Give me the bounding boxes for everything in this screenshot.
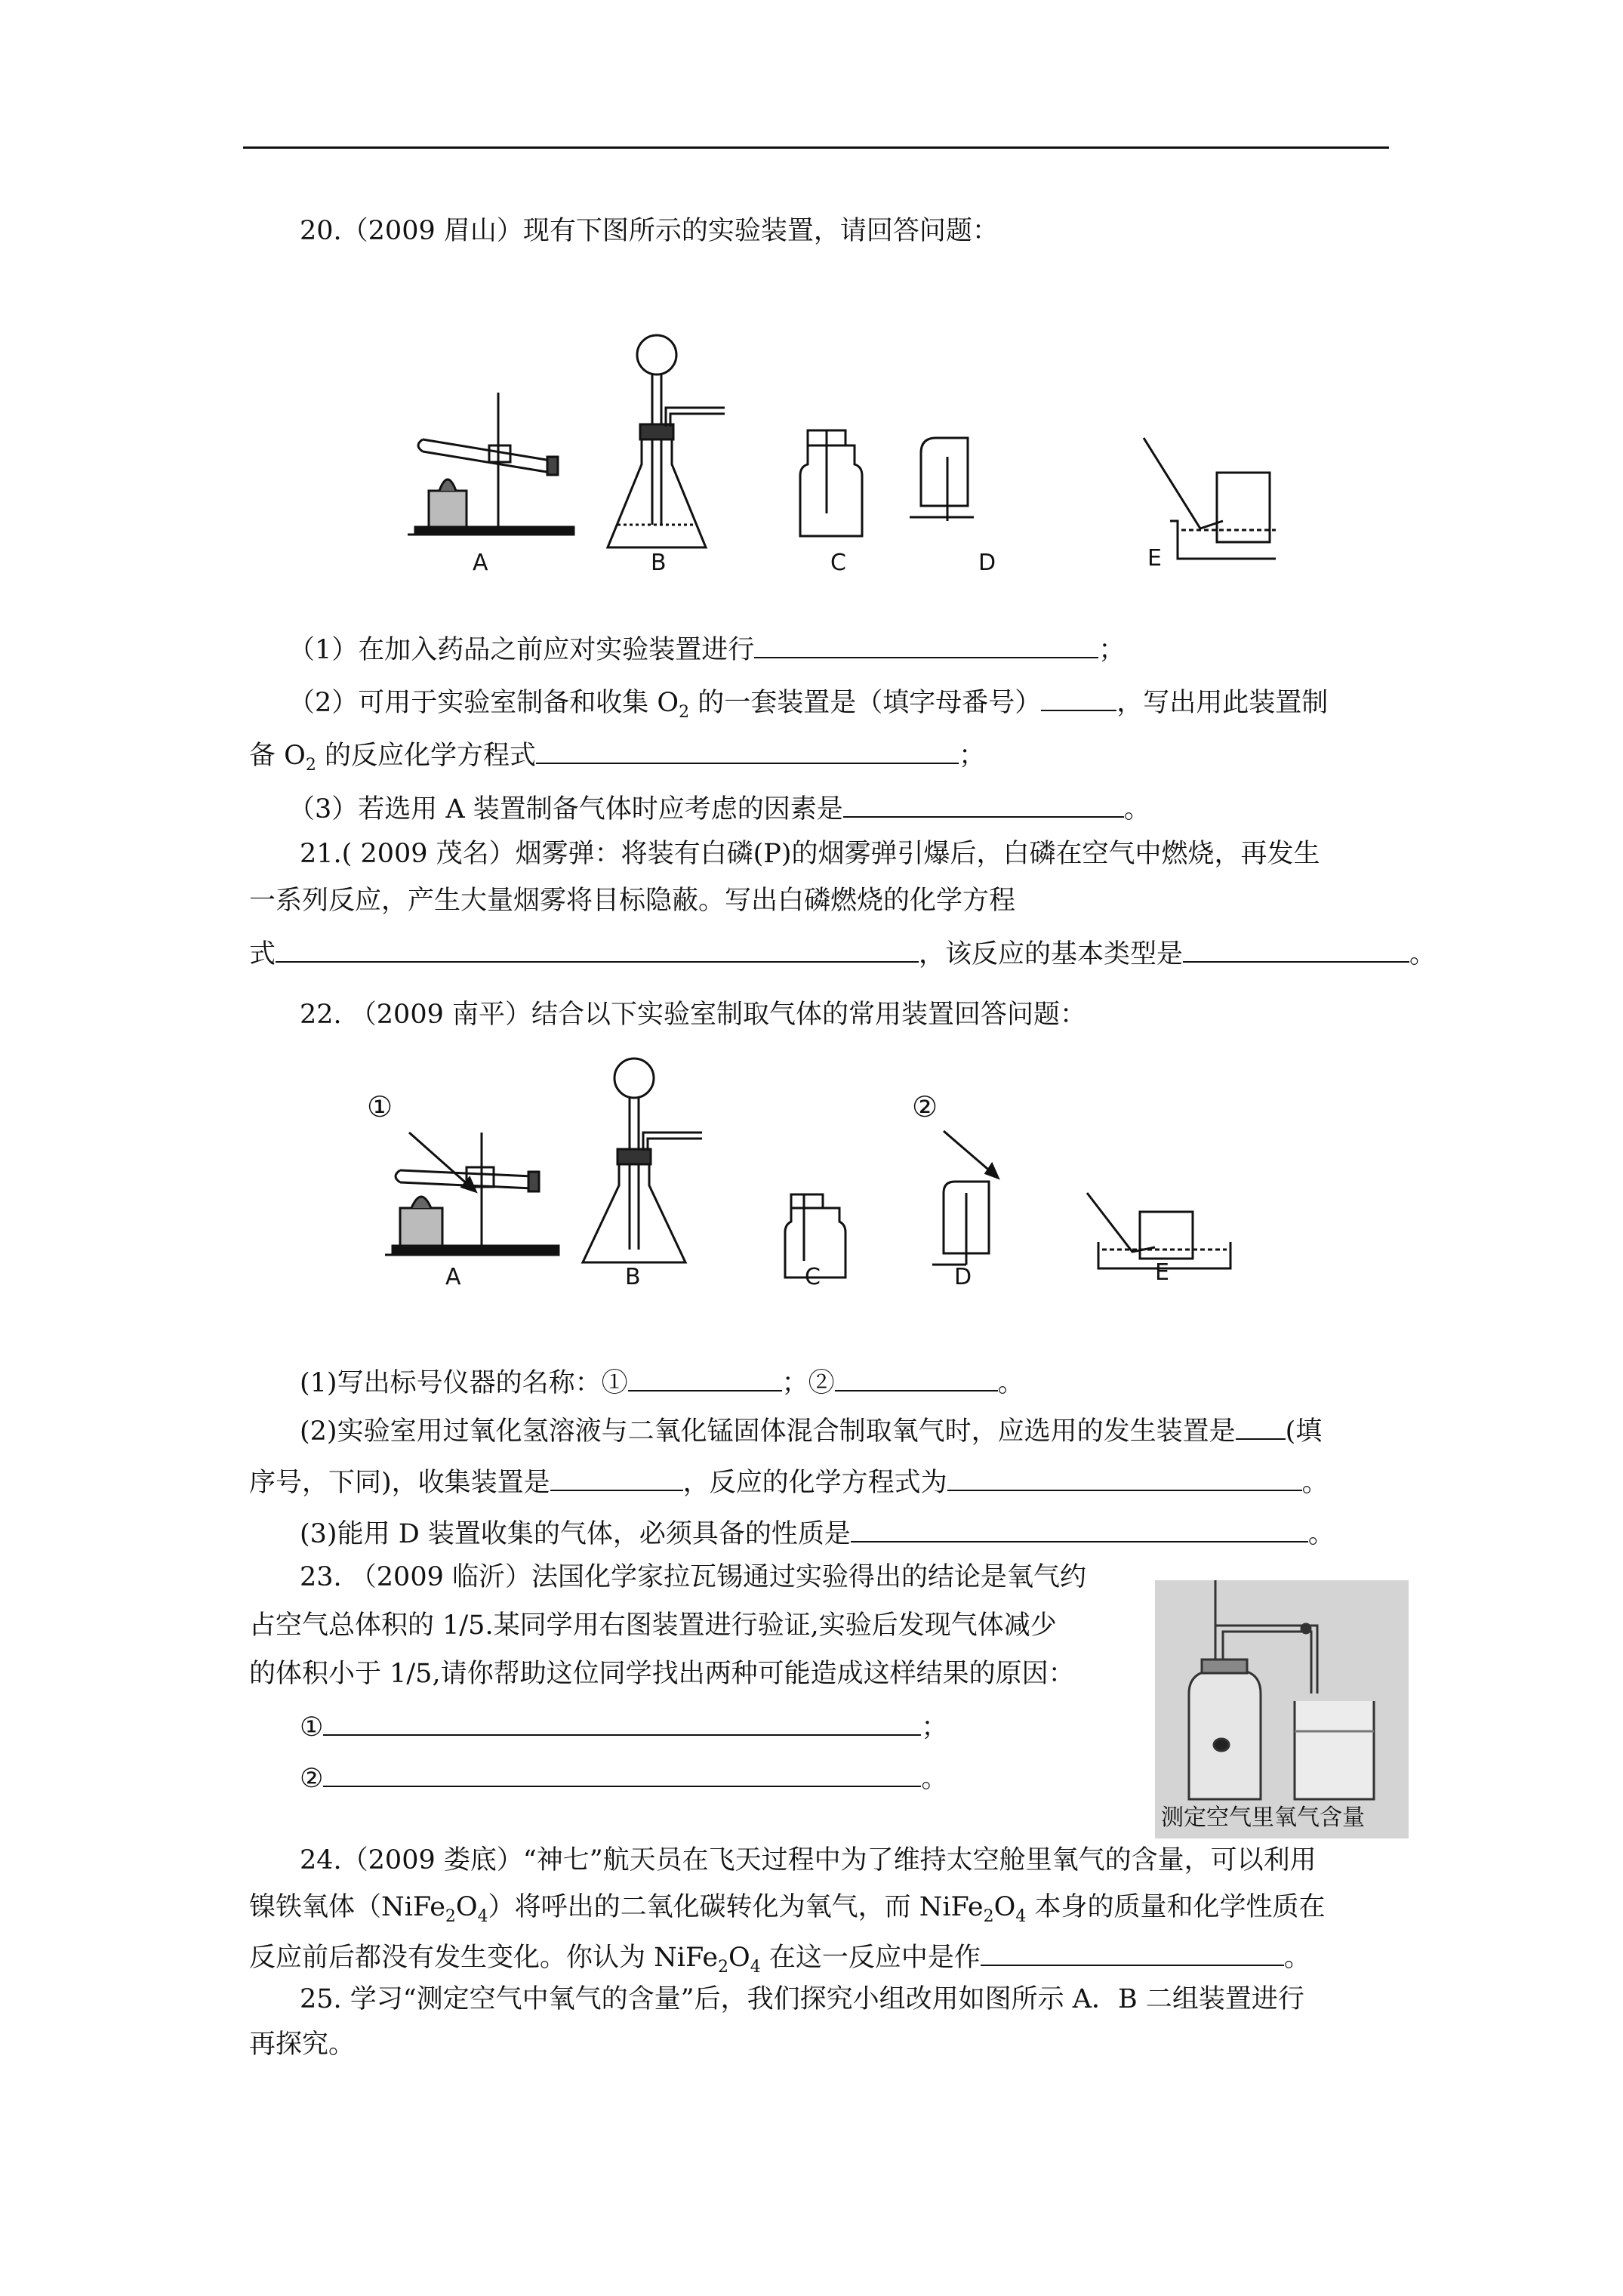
q22-part2-blank2[interactable] bbox=[550, 1461, 683, 1491]
q23-line2: 占空气总体积的 1/5.某同学用右图装置进行验证,实验后发现气体减少 bbox=[249, 1610, 1057, 1641]
q23-answer1-blank[interactable] bbox=[323, 1706, 921, 1736]
q22-part2-blank1[interactable] bbox=[1236, 1410, 1286, 1440]
q22-part3-text: (3)能用 D 装置收集的气体，必须具备的性质是 bbox=[300, 1519, 851, 1549]
q22-part2-end: 。 bbox=[1301, 1468, 1329, 1498]
q20-part2-text-c: ，写出用此装置制 bbox=[1116, 688, 1329, 718]
q23-answer1-marker: ① bbox=[300, 1712, 324, 1743]
q25-line1: 25. 学习“测定空气中氧气的含量”后，我们探究小组改用如图所示 A．B 二组装置进行 bbox=[300, 1984, 1304, 2014]
q22-label-a: A bbox=[445, 1264, 461, 1290]
q20-part3-text: （3）若选用 A 装置制备气体时应考虑的因素是 bbox=[288, 794, 843, 824]
subscript: 2 bbox=[445, 1907, 456, 1926]
subscript: 4 bbox=[477, 1907, 488, 1926]
q23-photo-caption: 测定空气里氧气含量 bbox=[1161, 1804, 1365, 1831]
q23-answer1 bbox=[300, 1706, 947, 1746]
q20-part2-end: ； bbox=[958, 741, 985, 771]
q20-label-c: C bbox=[830, 550, 846, 576]
q24-text-a: 镍铁氧体（NiFe bbox=[249, 1892, 445, 1922]
subscript: 2 bbox=[305, 756, 316, 775]
q20-title: 20.（2009 眉山）现有下图所示的实验装置，请回答问题： bbox=[300, 216, 999, 246]
q22-part1-text-b: ；② bbox=[781, 1368, 835, 1398]
q20-part3 bbox=[288, 787, 1150, 827]
q22-part2-line1 bbox=[300, 1410, 1322, 1450]
q23-answer2-end: 。 bbox=[921, 1764, 948, 1794]
q22-label-d: D bbox=[954, 1264, 972, 1290]
q22-label-b: B bbox=[625, 1264, 641, 1290]
subscript: 2 bbox=[983, 1907, 994, 1926]
q22-part3 bbox=[300, 1512, 1335, 1552]
q22-title: 22. （2009 南平）结合以下实验室制取气体的常用装置回答问题： bbox=[300, 1000, 1086, 1030]
q20-part2-blank2[interactable] bbox=[536, 734, 959, 764]
q20-part2-blank1[interactable] bbox=[1041, 681, 1116, 711]
q24-line3 bbox=[249, 1936, 1310, 1976]
subscript: 4 bbox=[1015, 1907, 1027, 1926]
q22-part1-text: (1)写出标号仪器的名称：① bbox=[300, 1368, 628, 1398]
q24-line1: 24.（2009 娄底）“神七”航天员在飞天过程中为了维持太空舱里氧气的含量，可以利用 bbox=[300, 1845, 1317, 1875]
q20-part1-text: （1）在加入药品之前应对实验装置进行 bbox=[288, 635, 755, 665]
q20-part1-end: ； bbox=[1098, 635, 1126, 665]
q20-part2-text-d: 备 O bbox=[249, 741, 306, 771]
q22-apparatus-figure bbox=[377, 1057, 1283, 1287]
q22-part2-text-d: ，反应的化学方程式为 bbox=[682, 1468, 947, 1498]
q23-line3: 的体积小于 1/5,请你帮助这位同学找出两种可能造成这样结果的原因： bbox=[249, 1659, 1075, 1689]
q21-line1: 21.( 2009 茂名）烟雾弹：将装有白磷(P)的烟雾弹引爆后，白磷在空气中燃烧，再发生 bbox=[300, 839, 1320, 869]
q21-blank2[interactable] bbox=[1183, 932, 1409, 963]
q24-text-f: 反应前后都没有发生变化。你认为 NiFe bbox=[249, 1943, 719, 1973]
q24-text-g: O bbox=[728, 1943, 750, 1973]
q20-part1-blank[interactable] bbox=[754, 628, 1098, 658]
q23-answer2-blank[interactable] bbox=[323, 1757, 921, 1787]
subscript: 2 bbox=[718, 1958, 729, 1977]
q22-part1-end: 。 bbox=[997, 1368, 1024, 1398]
q20-part2-text-e: 的反应化学方程式 bbox=[316, 741, 536, 771]
q22-part3-end: 。 bbox=[1307, 1519, 1335, 1549]
q21-blank1[interactable] bbox=[276, 932, 919, 963]
header-rule bbox=[243, 146, 1389, 149]
q22-part2-line2 bbox=[249, 1461, 1329, 1501]
q20-label-d: D bbox=[978, 550, 996, 576]
q23-answer2-marker: ② bbox=[300, 1764, 324, 1794]
q23-line1: 23. （2009 临沂）法国化学家拉瓦锡通过实验得出的结论是氧气约 bbox=[300, 1562, 1086, 1592]
q24-text-c: ）将呼出的二氧化碳转化为氧气，而 NiFe bbox=[488, 1892, 984, 1922]
q22-part2-text-a: (2)实验室用过氧化氢溶液与二氧化锰固体混合制取氧气时，应选用的发生装置是 bbox=[300, 1416, 1236, 1447]
q21-text-b: ，该反应的基本类型是 bbox=[919, 939, 1184, 969]
q22-marker-1: ① bbox=[367, 1090, 393, 1123]
q20-part2-line1 bbox=[288, 681, 1328, 721]
q24-end: 。 bbox=[1283, 1943, 1310, 1973]
q24-line2 bbox=[249, 1889, 1325, 1925]
q24-text-b: O bbox=[455, 1892, 478, 1922]
q20-part3-end: 。 bbox=[1123, 794, 1150, 824]
q22-part2-blank3[interactable] bbox=[947, 1461, 1302, 1491]
q20-label-b: B bbox=[651, 550, 667, 576]
q24-text-h: 在这一反应中是作 bbox=[760, 1943, 981, 1973]
q22-part1 bbox=[300, 1361, 1024, 1401]
q23-answer2 bbox=[300, 1757, 947, 1797]
subscript: 4 bbox=[750, 1958, 761, 1977]
q21-text-a: 式 bbox=[249, 939, 276, 969]
q22-part3-blank[interactable] bbox=[851, 1512, 1308, 1542]
q22-part2-text-b: (填 bbox=[1285, 1416, 1323, 1447]
q21-line3 bbox=[249, 932, 1436, 972]
q24-blank[interactable] bbox=[981, 1936, 1284, 1966]
q25-line2: 再探究。 bbox=[249, 2029, 356, 2060]
q22-part1-blank2[interactable] bbox=[835, 1361, 998, 1391]
q20-part2-line2 bbox=[249, 734, 985, 774]
q22-part2-text-c: 序号，下同)，收集装置是 bbox=[249, 1468, 550, 1498]
q23-answer1-end: ； bbox=[921, 1712, 948, 1743]
q22-part1-blank1[interactable] bbox=[628, 1361, 782, 1391]
subscript: 2 bbox=[679, 703, 690, 722]
q20-part2-text-b: 的一套装置是（填字母番号） bbox=[689, 688, 1042, 718]
q20-part2-text-a: （2）可用于实验室制备和收集 O bbox=[288, 688, 679, 718]
q24-text-d: O bbox=[993, 1892, 1016, 1922]
q21-line2: 一系列反应，产生大量烟雾将目标隐蔽。写出白磷燃烧的化学方程 bbox=[249, 886, 1016, 916]
q23-photo bbox=[1155, 1580, 1409, 1838]
q22-label-e: E bbox=[1155, 1259, 1169, 1286]
q20-part1 bbox=[288, 628, 1125, 668]
q22-marker-2: ② bbox=[912, 1090, 938, 1123]
q22-label-c: C bbox=[805, 1264, 821, 1290]
q21-end: 。 bbox=[1409, 939, 1437, 969]
q24-text-e: 本身的质量和化学性质在 bbox=[1026, 1892, 1326, 1922]
q20-label-a: A bbox=[473, 550, 488, 576]
q20-label-e: E bbox=[1147, 545, 1162, 572]
q20-part3-blank[interactable] bbox=[843, 787, 1124, 818]
